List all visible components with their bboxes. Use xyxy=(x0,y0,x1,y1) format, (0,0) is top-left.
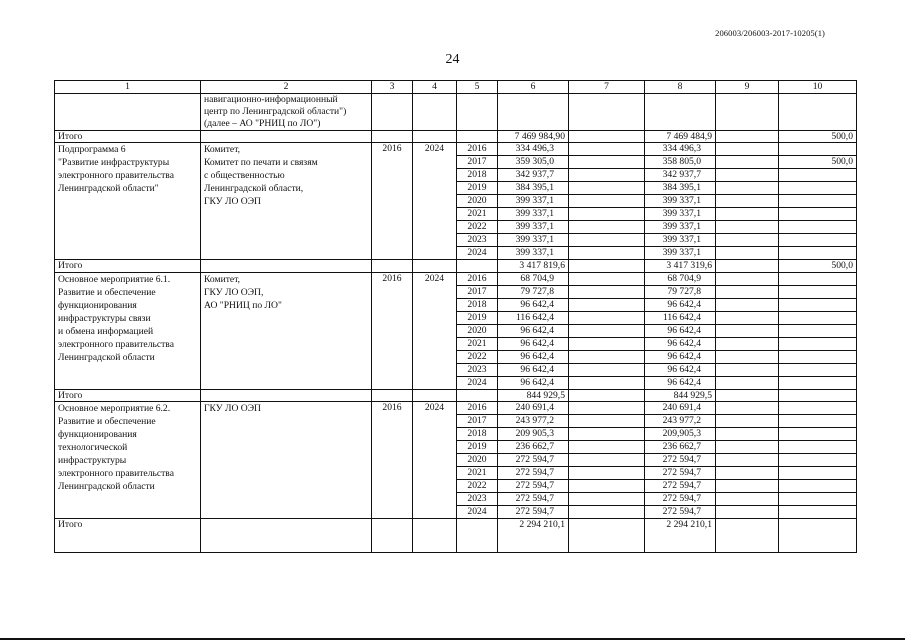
amount-col10 xyxy=(779,402,857,415)
amount-col10 xyxy=(779,337,857,350)
empty-col9 xyxy=(716,156,779,169)
amount-col8: 399 337,1 xyxy=(645,221,716,234)
amount-col10 xyxy=(779,208,857,221)
empty-col7 xyxy=(569,376,645,389)
empty-col9 xyxy=(716,182,779,195)
amount-col8: 96 642,4 xyxy=(645,337,716,350)
amount-col8: 243 977,2 xyxy=(645,415,716,428)
empty-col9 xyxy=(716,415,779,428)
amount-col6: 68 704,9 xyxy=(498,272,569,285)
amount-col6: 96 642,4 xyxy=(498,337,569,350)
amount-col10 xyxy=(779,195,857,208)
empty-col9 xyxy=(716,493,779,506)
empty-col9 xyxy=(716,402,779,415)
event-name-cell: Подпрограмма 6 "Развитие инфраструктуры электронного правительства Ленинградской области" xyxy=(55,143,201,260)
amount-col8: 68 704,9 xyxy=(645,272,716,285)
amount-col6: 384 395,1 xyxy=(498,182,569,195)
amount-col8: 334 496,3 xyxy=(645,143,716,156)
year-cell: 2016 xyxy=(457,143,498,156)
total-label: Итого xyxy=(55,389,201,402)
amount-col10 xyxy=(779,480,857,493)
year-cell: 2023 xyxy=(457,234,498,247)
empty-col7 xyxy=(569,350,645,363)
subprogram-6-year-row xyxy=(55,143,857,156)
executor-cell: ГКУ ЛО ОЭП xyxy=(201,402,372,519)
amount-col6: 116 642,4 xyxy=(498,311,569,324)
empty-col7 xyxy=(569,337,645,350)
empty-col9 xyxy=(716,311,779,324)
total-col10 xyxy=(779,519,857,553)
empty-col9 xyxy=(716,480,779,493)
empty-col7 xyxy=(569,493,645,506)
amount-col10 xyxy=(779,428,857,441)
total-col8: 3 417 319,6 xyxy=(645,260,716,273)
amount-col8: 79 727,8 xyxy=(645,285,716,298)
empty-col9 xyxy=(716,298,779,311)
amount-col8: 272 594,7 xyxy=(645,493,716,506)
amount-col10 xyxy=(779,285,857,298)
empty-col9 xyxy=(716,506,779,519)
amount-col8: 272 594,7 xyxy=(645,454,716,467)
year-cell: 2019 xyxy=(457,182,498,195)
empty-col7 xyxy=(569,182,645,195)
empty-col7 xyxy=(569,234,645,247)
amount-col10 xyxy=(779,247,857,260)
empty-col9 xyxy=(716,143,779,156)
empty-col9 xyxy=(716,467,779,480)
total-col10 xyxy=(779,389,857,402)
column-header-row xyxy=(55,81,857,94)
total-col8: 2 294 210,1 xyxy=(645,519,716,553)
amount-col8: 272 594,7 xyxy=(645,467,716,480)
end-year: 2024 xyxy=(413,272,457,389)
empty-col9 xyxy=(716,454,779,467)
amount-col6: 209 905,3 xyxy=(498,428,569,441)
total-col6: 3 417 819,6 xyxy=(498,260,569,273)
page-number: 24 xyxy=(445,52,460,67)
amount-col10: 500,0 xyxy=(779,156,857,169)
amount-col6: 96 642,4 xyxy=(498,298,569,311)
empty-col9 xyxy=(716,324,779,337)
amount-col10 xyxy=(779,363,857,376)
total-col10: 500,0 xyxy=(779,130,857,143)
year-cell: 2020 xyxy=(457,454,498,467)
amount-col8: 399 337,1 xyxy=(645,208,716,221)
column-header: 6 xyxy=(498,81,569,94)
year-cell: 2023 xyxy=(457,363,498,376)
amount-col6: 399 337,1 xyxy=(498,234,569,247)
empty-col9 xyxy=(716,208,779,221)
empty-col9 xyxy=(716,337,779,350)
amount-col6: 96 642,4 xyxy=(498,376,569,389)
column-header: 10 xyxy=(779,81,857,94)
year-cell: 2021 xyxy=(457,337,498,350)
amount-col6: 334 496,3 xyxy=(498,143,569,156)
empty-col9 xyxy=(716,376,779,389)
empty-col7 xyxy=(569,247,645,260)
amount-col8: 240 691,4 xyxy=(645,402,716,415)
executor-cell: навигационно-информационный центр по Ленинградской области") (далее – АО "РНИЦ по ЛО") xyxy=(201,93,372,130)
year-cell: 2024 xyxy=(457,506,498,519)
empty-col7 xyxy=(569,363,645,376)
column-header: 7 xyxy=(569,81,645,94)
budget-table xyxy=(54,80,857,553)
amount-col10 xyxy=(779,272,857,285)
executor-cell: Комитет, ГКУ ЛО ОЭП, АО "РНИЦ по ЛО" xyxy=(201,272,372,389)
end-year: 2024 xyxy=(413,143,457,260)
empty-col9 xyxy=(716,272,779,285)
empty-col7 xyxy=(569,441,645,454)
empty-col7 xyxy=(569,169,645,182)
empty-col7 xyxy=(569,480,645,493)
amount-col8: 96 642,4 xyxy=(645,324,716,337)
amount-col6: 399 337,1 xyxy=(498,221,569,234)
activity-6-1-total-row xyxy=(55,389,857,402)
amount-col10 xyxy=(779,506,857,519)
amount-col8: 209,905,3 xyxy=(645,428,716,441)
activity-6-2-year-row xyxy=(55,402,857,415)
amount-col8: 96 642,4 xyxy=(645,376,716,389)
total-col6: 844 929,5 xyxy=(498,389,569,402)
year-cell: 2021 xyxy=(457,208,498,221)
amount-col10 xyxy=(779,298,857,311)
empty-col9 xyxy=(716,350,779,363)
amount-col8: 399 337,1 xyxy=(645,195,716,208)
amount-col6: 79 727,8 xyxy=(498,285,569,298)
amount-col10 xyxy=(779,311,857,324)
year-cell: 2018 xyxy=(457,428,498,441)
event-name-cell: Основное мероприятие 6.1. Развитие и обеспечение функционирования инфраструктуры связи и обмена информацией электронного правительства Ленинградской области xyxy=(55,272,201,389)
empty-col7 xyxy=(569,311,645,324)
amount-col10 xyxy=(779,324,857,337)
empty-col7 xyxy=(569,467,645,480)
total-col10: 500,0 xyxy=(779,260,857,273)
amount-col6: 272 594,7 xyxy=(498,467,569,480)
amount-col8: 236 662,7 xyxy=(645,441,716,454)
total-label: Итого xyxy=(55,130,201,143)
amount-col8: 272 594,7 xyxy=(645,506,716,519)
year-cell: 2022 xyxy=(457,480,498,493)
amount-col6: 272 594,7 xyxy=(498,480,569,493)
empty-col7 xyxy=(569,195,645,208)
year-cell: 2021 xyxy=(457,467,498,480)
amount-col6: 243 977,2 xyxy=(498,415,569,428)
amount-col10 xyxy=(779,376,857,389)
amount-col10 xyxy=(779,143,857,156)
empty-col9 xyxy=(716,221,779,234)
year-cell: 2020 xyxy=(457,195,498,208)
year-cell: 2020 xyxy=(457,324,498,337)
year-cell: 2016 xyxy=(457,402,498,415)
year-cell: 2017 xyxy=(457,415,498,428)
column-header: 1 xyxy=(55,81,201,94)
amount-col10 xyxy=(779,234,857,247)
year-cell: 2019 xyxy=(457,311,498,324)
column-header: 3 xyxy=(372,81,413,94)
column-header: 9 xyxy=(716,81,779,94)
total-col8: 844 929,5 xyxy=(645,389,716,402)
empty-col7 xyxy=(569,454,645,467)
amount-col6: 272 594,7 xyxy=(498,493,569,506)
year-cell: 2018 xyxy=(457,298,498,311)
amount-col6: 359 305,0 xyxy=(498,156,569,169)
year-cell: 2023 xyxy=(457,493,498,506)
year-cell: 2022 xyxy=(457,221,498,234)
amount-col6: 240 691,4 xyxy=(498,402,569,415)
column-header: 2 xyxy=(201,81,372,94)
column-header: 4 xyxy=(413,81,457,94)
amount-col6: 399 337,1 xyxy=(498,208,569,221)
amount-col8: 384 395,1 xyxy=(645,182,716,195)
empty-col7 xyxy=(569,272,645,285)
end-year: 2024 xyxy=(413,402,457,519)
year-cell: 2022 xyxy=(457,350,498,363)
amount-col10 xyxy=(779,350,857,363)
empty-col9 xyxy=(716,195,779,208)
amount-col8: 272 594,7 xyxy=(645,480,716,493)
amount-col6: 399 337,1 xyxy=(498,247,569,260)
amount-col10 xyxy=(779,454,857,467)
event-name-cell: Основное мероприятие 6.2. Развитие и обеспечение функционирования технологической инфраструктуры электронного правительства Ленинградской области xyxy=(55,402,201,519)
start-year: 2016 xyxy=(372,143,413,260)
amount-col6: 272 594,7 xyxy=(498,506,569,519)
amount-col6: 236 662,7 xyxy=(498,441,569,454)
amount-col10 xyxy=(779,441,857,454)
empty-col7 xyxy=(569,428,645,441)
start-year: 2016 xyxy=(372,402,413,519)
empty-col7 xyxy=(569,143,645,156)
empty-col9 xyxy=(716,234,779,247)
year-cell: 2018 xyxy=(457,169,498,182)
total-col6: 7 469 984,90 xyxy=(498,130,569,143)
year-cell: 2017 xyxy=(457,156,498,169)
empty-col7 xyxy=(569,324,645,337)
column-header: 5 xyxy=(457,81,498,94)
year-cell: 2024 xyxy=(457,376,498,389)
amount-col10 xyxy=(779,169,857,182)
total-col6: 2 294 210,1 xyxy=(498,519,569,553)
document-id: 206003/206003-2017-10205(1) xyxy=(715,28,825,38)
activity-6-2-total-row xyxy=(55,519,857,553)
amount-col8: 116 642,4 xyxy=(645,311,716,324)
start-year: 2016 xyxy=(372,272,413,389)
executor-cell: Комитет, Комитет по печати и связям с общественностью Ленинградской области, ГКУ ЛО ОЭП xyxy=(201,143,372,260)
amount-col10 xyxy=(779,415,857,428)
amount-col6: 342 937,7 xyxy=(498,169,569,182)
amount-col10 xyxy=(779,493,857,506)
amount-col8: 96 642,4 xyxy=(645,363,716,376)
empty-col7 xyxy=(569,221,645,234)
empty-col7 xyxy=(569,415,645,428)
year-cell: 2024 xyxy=(457,247,498,260)
total-label: Итого xyxy=(55,260,201,273)
empty-col9 xyxy=(716,441,779,454)
amount-col8: 399 337,1 xyxy=(645,247,716,260)
year-cell: 2016 xyxy=(457,272,498,285)
empty-col7 xyxy=(569,156,645,169)
empty-col7 xyxy=(569,506,645,519)
empty-col9 xyxy=(716,285,779,298)
total-col8: 7 469 484,9 xyxy=(645,130,716,143)
amount-col6: 399 337,1 xyxy=(498,195,569,208)
activity-6-1-year-row xyxy=(55,272,857,285)
empty-col7 xyxy=(569,402,645,415)
amount-col10 xyxy=(779,182,857,195)
empty-col9 xyxy=(716,169,779,182)
amount-col6: 96 642,4 xyxy=(498,324,569,337)
empty-col9 xyxy=(716,247,779,260)
amount-col6: 96 642,4 xyxy=(498,363,569,376)
amount-col8: 399 337,1 xyxy=(645,234,716,247)
amount-col10 xyxy=(779,221,857,234)
continuation-row xyxy=(55,93,857,130)
amount-col8: 342 937,7 xyxy=(645,169,716,182)
year-cell: 2019 xyxy=(457,441,498,454)
amount-col8: 96 642,4 xyxy=(645,298,716,311)
total-row xyxy=(55,130,857,143)
empty-col7 xyxy=(569,298,645,311)
empty-col9 xyxy=(716,428,779,441)
empty-col7 xyxy=(569,285,645,298)
year-cell: 2017 xyxy=(457,285,498,298)
total-label: Итого xyxy=(55,519,201,553)
amount-col6: 272 594,7 xyxy=(498,454,569,467)
amount-col10 xyxy=(779,467,857,480)
amount-col8: 358 805,0 xyxy=(645,156,716,169)
empty-col9 xyxy=(716,363,779,376)
subprogram-6-total-row xyxy=(55,260,857,273)
column-header: 8 xyxy=(645,81,716,94)
empty-col7 xyxy=(569,208,645,221)
amount-col8: 96 642,4 xyxy=(645,350,716,363)
amount-col6: 96 642,4 xyxy=(498,350,569,363)
